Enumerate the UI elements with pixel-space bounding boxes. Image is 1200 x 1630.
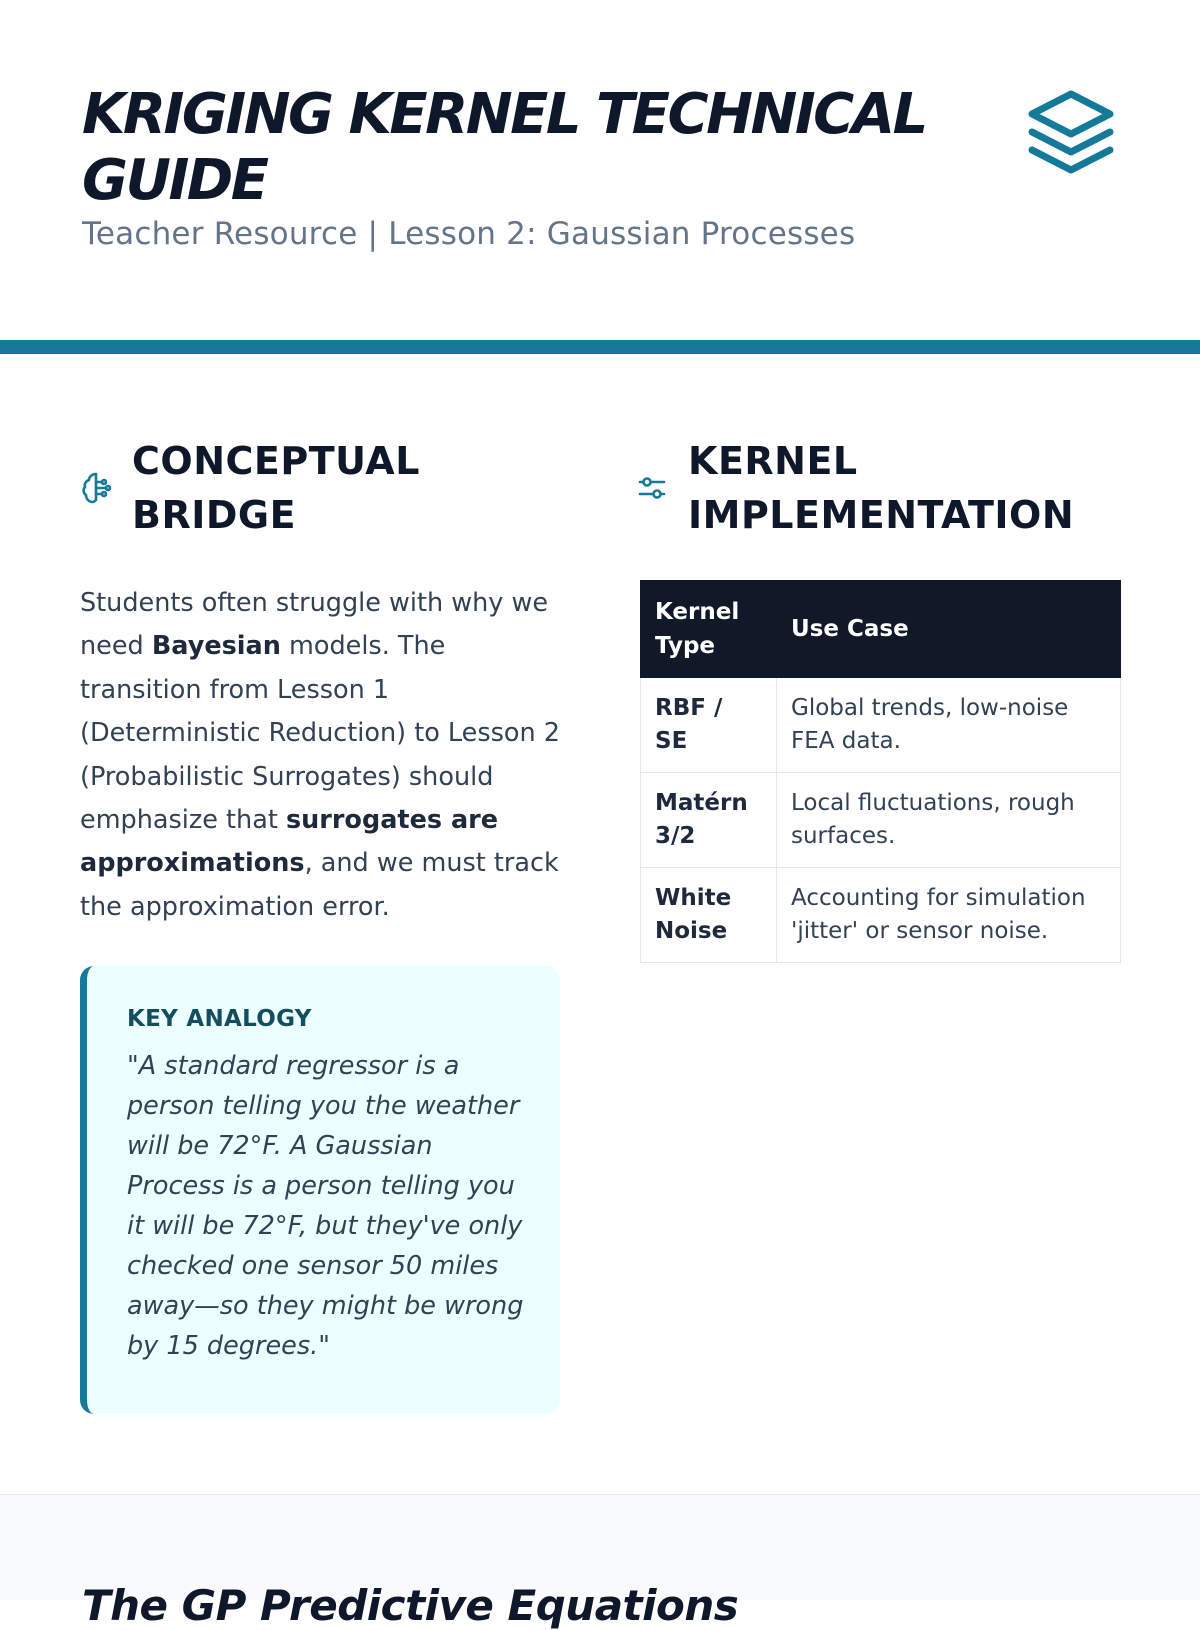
column-header-use-case: Use Case	[777, 581, 1121, 678]
layers-icon	[1024, 86, 1118, 180]
use-case-cell: Local fluctuations, rough surfaces.	[777, 773, 1121, 868]
section-title: KERNEL IMPLEMENTATION	[688, 439, 1075, 537]
conceptual-bridge-heading	[80, 434, 560, 542]
analogy-quote: "A standard regressor is a person telling you the weather will be 72°F. A Gaussian Process is a person telling you it will be 72°F, but they've only checked one sensor 50 miles away—so they might be wrong by 15 degrees."	[127, 1051, 524, 1361]
section-title: CONCEPTUAL BRIDGE	[132, 439, 420, 537]
header-divider	[0, 340, 1200, 354]
kernel-table	[640, 580, 1121, 963]
document-header	[0, 0, 1200, 340]
equations-heading: The GP Predictive Equations	[82, 1581, 739, 1630]
document-subtitle: Teacher Resource | Lesson 2: Gaussian Processes	[82, 216, 856, 252]
key-analogy-callout	[80, 966, 560, 1414]
document-title: KRIGING KERNEL TECHNICAL GUIDE	[82, 82, 926, 213]
table-row	[641, 773, 1121, 868]
analogy-label: KEY ANALOGY	[127, 1006, 312, 1032]
use-case-cell: Accounting for simulation 'jitter' or sensor noise.	[777, 868, 1121, 963]
column-header-kernel-type: Kernel Type	[641, 581, 777, 678]
kernel-type-cell: RBF / SE	[641, 678, 777, 773]
equations-section	[0, 1494, 1200, 1630]
brain-icon	[80, 470, 116, 506]
table-row	[641, 678, 1121, 773]
conceptual-paragraph: Students often struggle with why we need Bayesian models. The transition from Lesson 1 (Deterministic Reduction) to Lesson 2 (Probabilistic Surrogates) should emphasize that surrogates are approximations, and we must track the approximation error.	[80, 588, 561, 922]
sliders-icon	[638, 470, 666, 506]
kernel-type-cell: Matérn 3/2	[641, 773, 777, 868]
kernel-type-cell: White Noise	[641, 868, 777, 963]
table-header-row	[641, 581, 1121, 678]
kernel-implementation-heading	[638, 434, 1118, 542]
use-case-cell: Global trends, low-noise FEA data.	[777, 678, 1121, 773]
table-row	[641, 868, 1121, 963]
